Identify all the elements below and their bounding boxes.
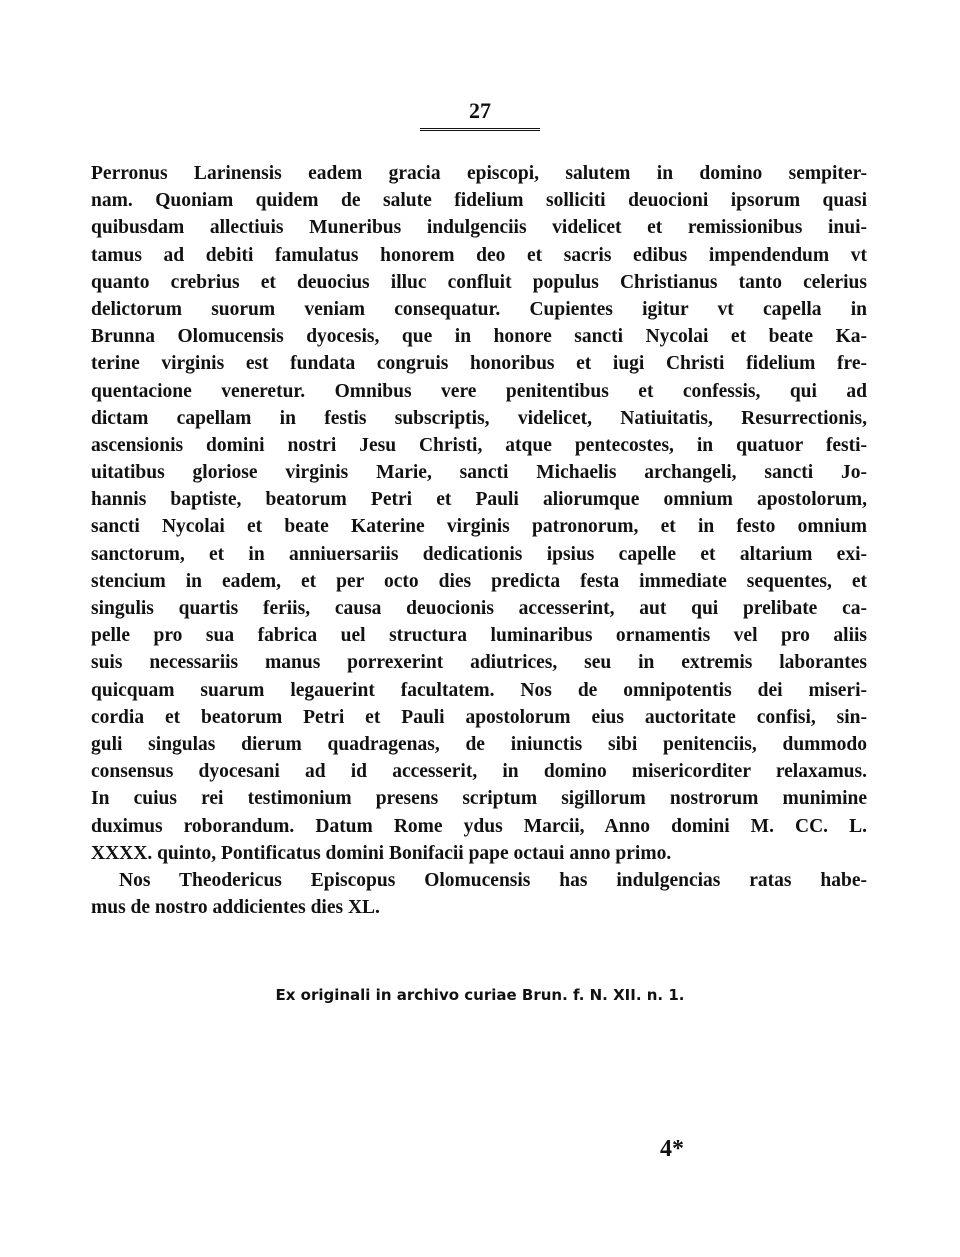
text-line: ascensionis domini nostri Jesu Christi, atque pentecostes, in quatuor festi- bbox=[91, 434, 867, 456]
text-line: hannis baptiste, beatorum Petri et Pauli aliorumque omnium apostolorum, bbox=[91, 489, 867, 511]
text-line: tamus ad debiti famulatus honorem deo et sacris edibus impendendum vt bbox=[91, 244, 867, 266]
text-line: nam. Quoniam quidem de salute fidelium solliciti deuocioni ipsorum quasi bbox=[91, 190, 867, 212]
text-line: delictorum suorum veniam consequatur. Cupientes igitur vt capella in bbox=[91, 298, 867, 320]
text-line: quentacione veneretur. Omnibus vere penitentibus et confessis, qui ad bbox=[91, 380, 867, 402]
text-line: singulis quartis feriis, causa deuocionis accesserint, aut qui prelibate ca- bbox=[91, 598, 867, 619]
text-line: consensus dyocesani ad id accesserit, in domino misericorditer relaxamus. bbox=[91, 761, 867, 783]
text-line: pelle pro sua fabrica uel structura luminaribus ornamentis vel pro aliis bbox=[91, 625, 867, 647]
text-line: stencium in eadem, et per octo dies predicta festa immediate sequentes, et bbox=[91, 570, 867, 592]
text-line: duximus roborandum. Datum Rome ydus Marcii, Anno domini M. CC. L. bbox=[91, 815, 867, 837]
text-line: suis necessariis manus porrexerint adiutrices, seu in extremis laborantes bbox=[91, 652, 867, 674]
text-line: In cuius rei testimonium presens scriptum sigillorum nostrorum munimine bbox=[91, 788, 867, 810]
text-line: Nos Theodericus Episcopus Olomucensis has indulgencias ratas habe- bbox=[119, 869, 867, 891]
text-line: Brunna Olomucensis dyocesis, que in honore sancti Nycolai et beate Ka- bbox=[91, 326, 867, 348]
text-line: quibusdam allectiuis Muneribus indulgenciis videlicet et remissionibus inui- bbox=[91, 217, 867, 239]
page-number-rule bbox=[420, 128, 540, 131]
text-line: sancti Nycolai et beate Katerine virginis patronorum, et in festo omnium bbox=[91, 516, 867, 538]
text-line: sanctorum, et in anniuersariis dedicationis ipsius capelle et altarium exi- bbox=[91, 543, 867, 565]
text-line: quanto crebrius et deuocius illuc confluit populus Christianus tanto celerius bbox=[91, 271, 867, 293]
body-text bbox=[91, 160, 867, 921]
signature-mark: 4* bbox=[660, 1136, 684, 1162]
text-line: guli singulas dierum quadragenas, de iniunctis sibi penitenciis, dummodo bbox=[91, 733, 867, 755]
text-line: Perronus Larinensis eadem gracia episcopi, salutem in domino sempiter- bbox=[91, 163, 867, 184]
text-line: XXXX. quinto, Pontificatus domini Bonifacii pape octaui anno primo. bbox=[91, 842, 672, 864]
text-line: uitatibus gloriose virginis Marie, sancti Michaelis archangeli, sancti Jo- bbox=[91, 462, 867, 484]
source-note: Ex originali in archivo curiae Brun. f. N. XII. n. 1. bbox=[275, 986, 685, 1004]
text-line: terine virginis est fundata congruis honoribus et iugi Christi fidelium fre- bbox=[91, 353, 867, 375]
text-line: quicquam suarum legauerint facultatem. Nos de omnipotentis dei miseri- bbox=[91, 679, 867, 701]
text-line: dictam capellam in festis subscriptis, videlicet, Natiuitatis, Resurrectionis, bbox=[91, 407, 867, 429]
text-line: mus de nostro addicientes dies XL. bbox=[91, 897, 380, 919]
page-number: 27 bbox=[469, 98, 491, 123]
text-line: cordia et beatorum Petri et Pauli apostolorum eius auctoritate confisi, sin- bbox=[91, 706, 867, 728]
